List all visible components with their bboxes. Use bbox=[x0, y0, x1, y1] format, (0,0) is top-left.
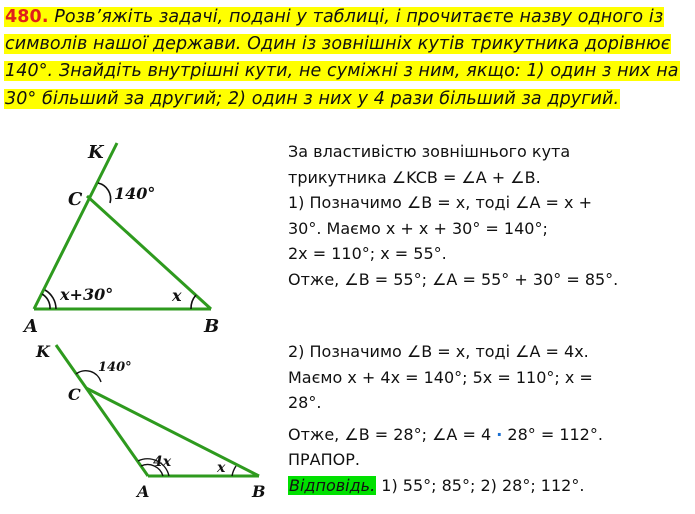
task-text: Розв’яжіть задачі, подані у таблиці, і прочитаєте назву одного із символів нашої держави. Один із зовнішніх кутів трикутника дорівнює 140°. Знайдіть внутрішні кути, не суміжні з ним, якщо: 1) один з них на 30° більший за другий; 2) один з них у 4 рази більший за другий. bbox=[5, 7, 679, 109]
result-post: 28° = 112°. bbox=[502, 424, 603, 444]
result-pre: Отже, ∠B = 28°; ∠A = 4 bbox=[288, 424, 497, 444]
label-a-2: A bbox=[137, 482, 150, 501]
angle-arc-ext-1 bbox=[98, 183, 111, 203]
solution-2-result bbox=[288, 422, 688, 448]
answer-label: Відповідь. bbox=[289, 475, 376, 495]
solution-word: ПРАПОР. bbox=[288, 450, 360, 469]
label-b-2: B bbox=[252, 482, 266, 501]
angle-arc-b-1 bbox=[191, 295, 196, 309]
solution-2-line: 28°. bbox=[288, 393, 322, 412]
triangle-figure-2 bbox=[35, 342, 266, 501]
label-k-1: K bbox=[88, 142, 104, 163]
solution-part-2 bbox=[288, 339, 688, 498]
label-b-1: B bbox=[204, 316, 220, 337]
solution-1-line: 2x = 110°; x = 55°. bbox=[288, 244, 447, 263]
label-angle-b-2: x bbox=[217, 460, 226, 476]
label-a-1: A bbox=[24, 316, 38, 337]
solution-1-line: 30°. Маємо x + x + 30° = 140°; bbox=[288, 218, 548, 238]
solution-1-line: Отже, ∠B = 55°; ∠A = 55° + 30° = 85°. bbox=[288, 269, 619, 289]
label-angle-ext-1: 140° bbox=[114, 184, 156, 203]
angle-arc-a-1a bbox=[42, 294, 50, 309]
label-k-2: K bbox=[36, 342, 50, 361]
label-c-1: C bbox=[68, 189, 83, 210]
label-angle-a-2: 4x bbox=[153, 454, 172, 470]
solution-2-line: Маємо x + 4x = 140°; 5x = 110°; x = bbox=[288, 367, 593, 387]
solution-part-1 bbox=[288, 139, 688, 292]
label-angle-a-1: x+30° bbox=[60, 285, 114, 304]
solution-2-line: 2) Позначимо ∠B = x, тоді ∠A = 4x. bbox=[288, 342, 589, 361]
label-angle-b-1: x bbox=[172, 286, 182, 305]
side-cb-2 bbox=[86, 388, 259, 476]
solution-1-line: 1) Позначимо ∠B = x, тоді ∠A = x + bbox=[288, 193, 592, 212]
answer-text: 1) 55°; 85°; 2) 28°; 112°. bbox=[376, 475, 585, 495]
label-c-2: C bbox=[68, 385, 81, 404]
answer-line bbox=[288, 473, 688, 499]
label-angle-ext-2: 140° bbox=[98, 360, 132, 375]
solution-1-line: трикутника ∠KCB = ∠A + ∠B. bbox=[288, 167, 541, 187]
triangle-figure-1 bbox=[22, 142, 219, 337]
solution-1-line: За властивістю зовнішнього кута bbox=[288, 142, 571, 161]
multiply-dot: · bbox=[496, 424, 503, 444]
task-number: 480. bbox=[5, 7, 49, 27]
